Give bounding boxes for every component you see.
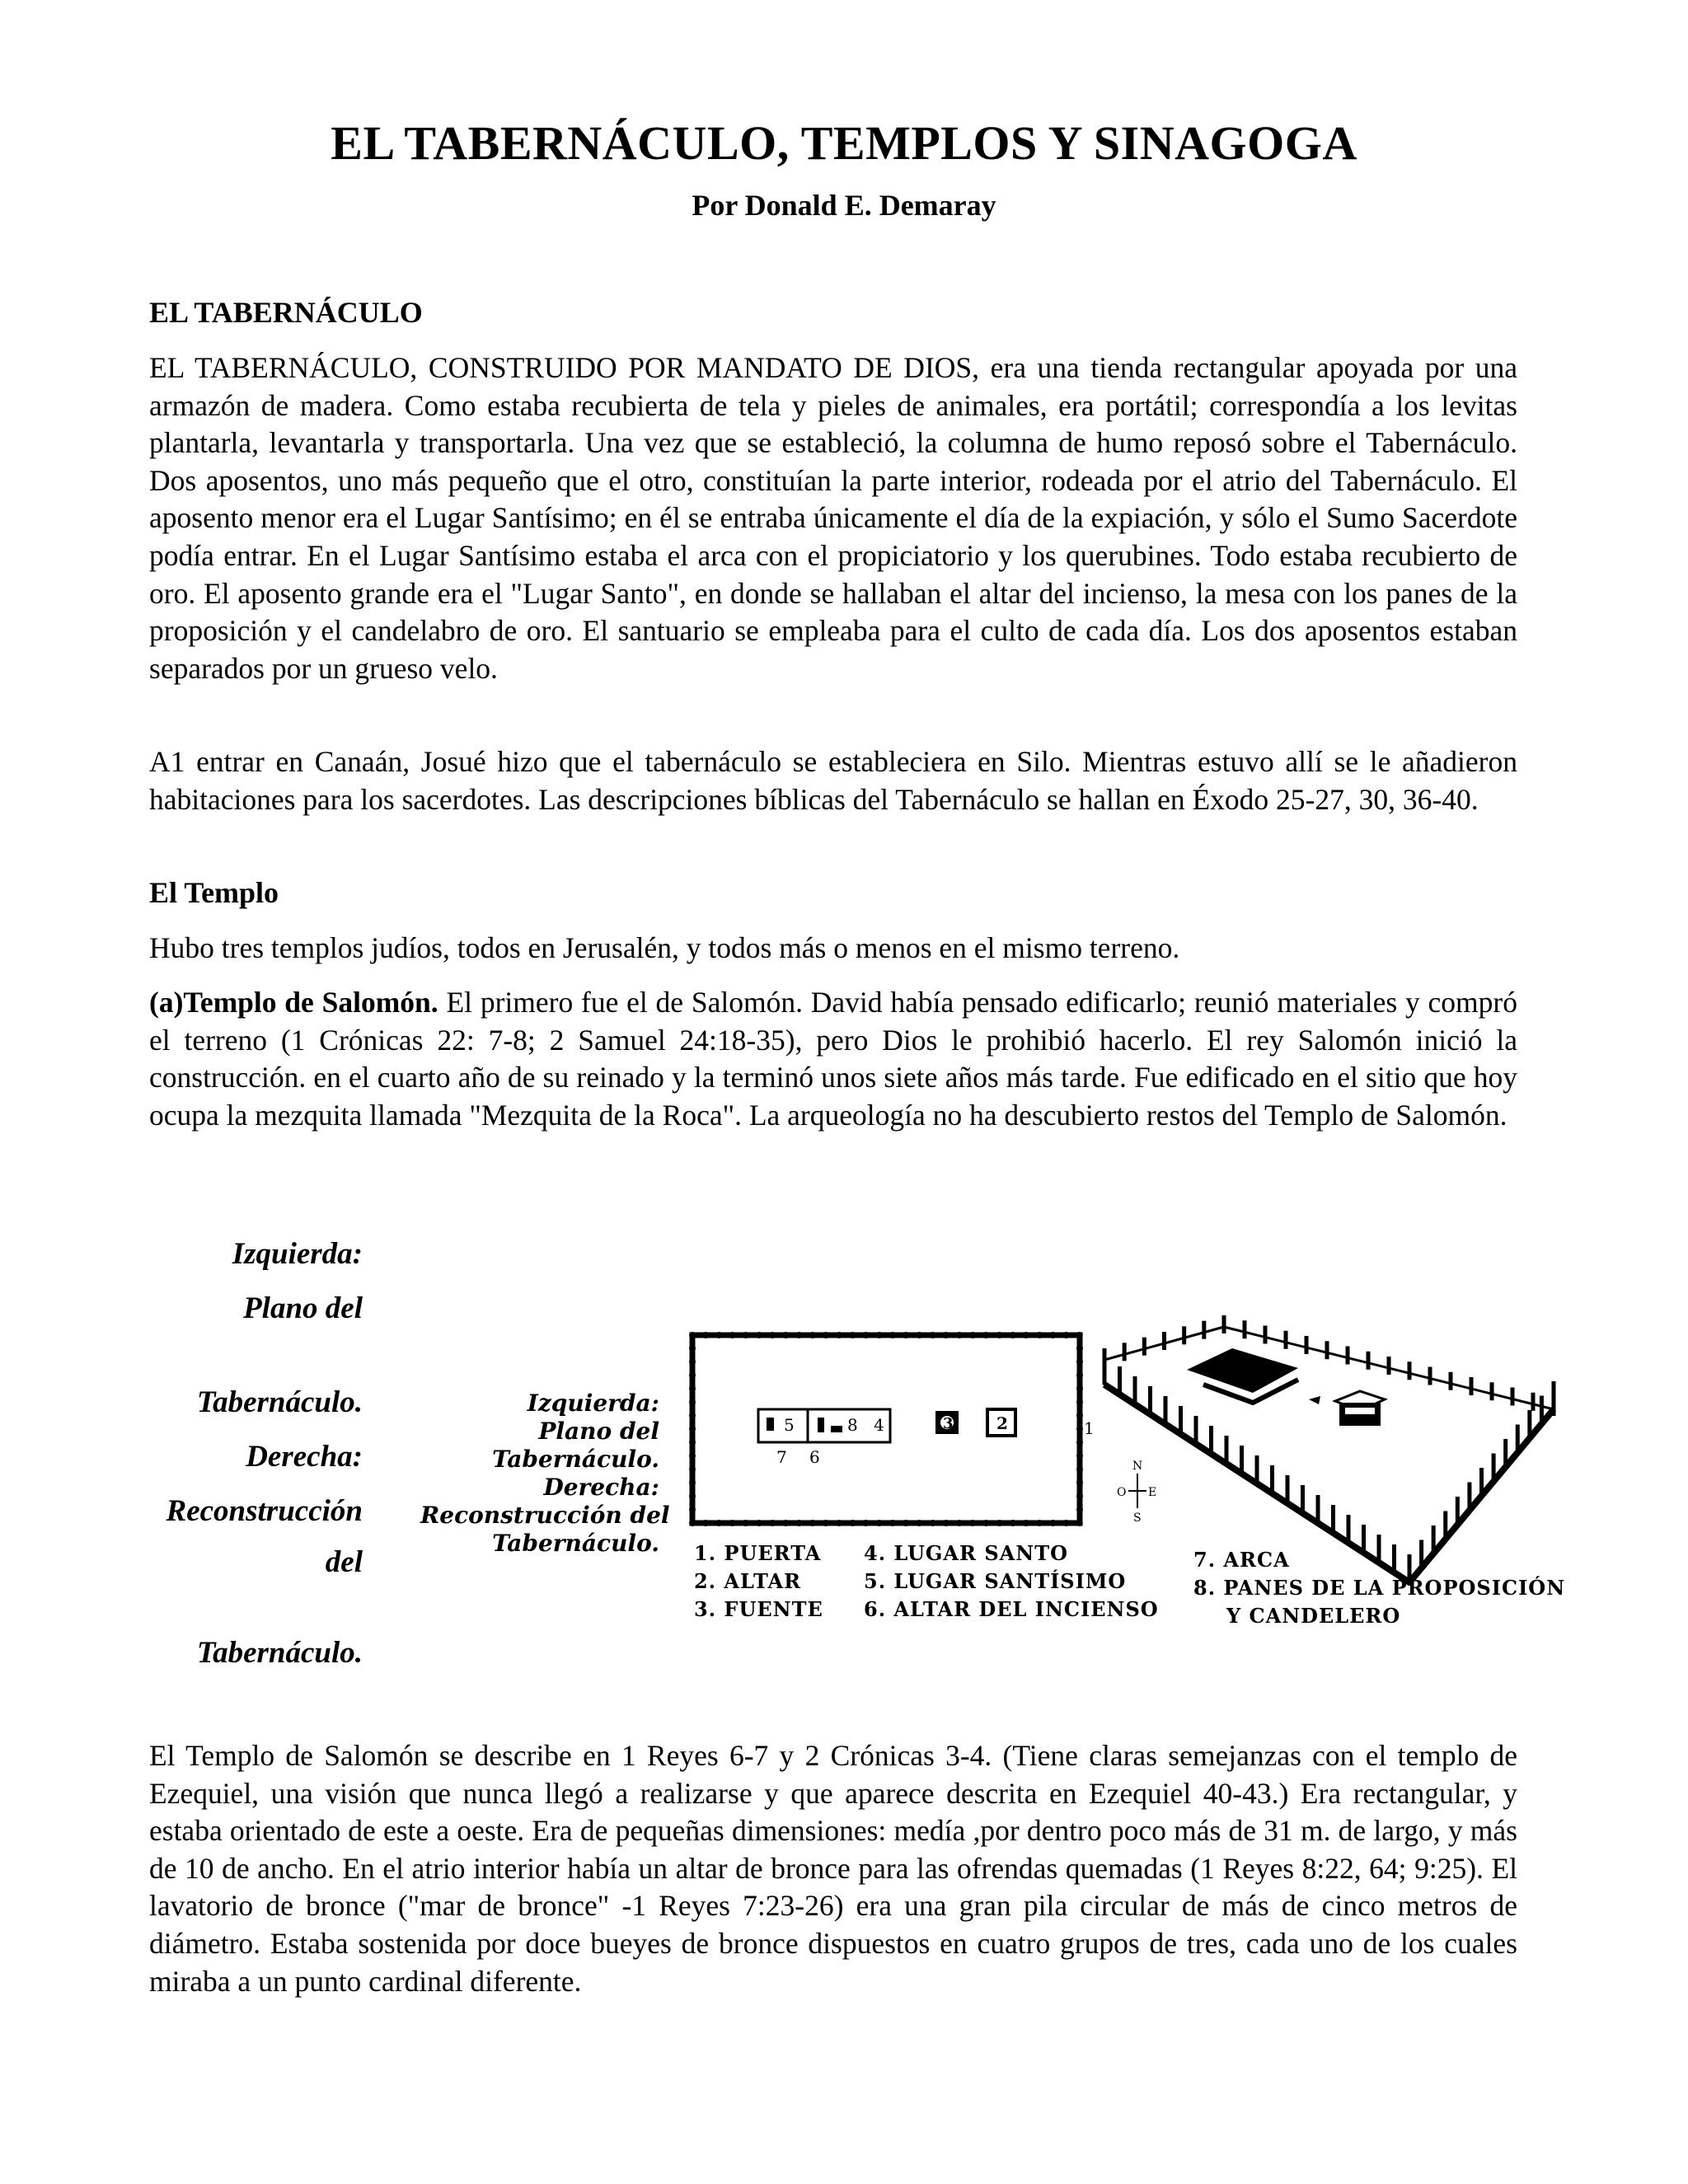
figure-caption-left bbox=[124, 1236, 363, 1670]
section-heading-templo: El Templo bbox=[149, 876, 279, 909]
plan-court-posts bbox=[689, 1332, 1083, 1526]
figure-caption-middle bbox=[420, 1390, 670, 1558]
salomon-text: El primero fue el de Salomón. David había pensado edificarlo; reunió materiales y compró el terreno (1 Crónicas 22: 7-8; 2 Samuel 24:18-35), pero Dios le prohibió hacerlo. El rey Salomón inició la construcción. en el cuarto año de su reinado y la terminó unos siete años más tarde. Fue edificado en el sitio que hoy ocupa la mezquita llamada "Mezquita de la Roca". La arqueología no ha descubierto restos del Templo de Salomón. bbox=[149, 986, 1517, 1132]
legend-column-1 bbox=[694, 1540, 823, 1624]
reconstruction-altar bbox=[1335, 1391, 1385, 1426]
plan-number-6: 6 bbox=[809, 1447, 820, 1467]
legend-item: 3. FUENTE bbox=[694, 1597, 823, 1621]
reconstruction-court-outline bbox=[1104, 1327, 1554, 1582]
legend-item: 8. PANES DE LA PROPOSICIÓN bbox=[1193, 1576, 1566, 1600]
plan-number-5: 5 bbox=[784, 1415, 795, 1435]
reconstruction-fence-posts bbox=[1104, 1315, 1554, 1582]
ark-mark bbox=[767, 1418, 774, 1431]
legend-item: 4. LUGAR SANTO bbox=[864, 1541, 1068, 1565]
plan-number-7: 7 bbox=[776, 1447, 787, 1467]
reconstruction-tent bbox=[1187, 1348, 1298, 1403]
section-heading-tabernaculo: EL TABERNÁCULO bbox=[149, 296, 423, 329]
paragraph-templo-intro: Hubo tres templos judíos, todos en Jerusalén, y todos más o menos en el mismo terreno. bbox=[149, 931, 1180, 964]
paragraph-tabernaculo-2: A1 entrar en Canaán, Josué hizo que el tabernáculo se estableciera en Silo. Mientras estuvo allí se le añadieron habitaciones para los sacerdotes. Las descripciones bíblicas del Tabernáculo se hallan en Éxodo 25-27, 30, 36-40. bbox=[149, 745, 1517, 816]
caption-mid-line: Izquierda: bbox=[527, 1390, 659, 1417]
compass-south-label: S bbox=[1133, 1511, 1142, 1525]
caption-left-line: Tabernáculo. bbox=[196, 1636, 363, 1670]
legend-column-2 bbox=[864, 1540, 1159, 1624]
caption-mid-line: Tabernáculo. bbox=[492, 1530, 659, 1557]
document-title: EL TABERNÁCULO, TEMPLOS Y SINAGOGA bbox=[331, 116, 1357, 170]
caption-left-line: Tabernáculo. bbox=[196, 1385, 363, 1419]
legend-item: Y CANDELERO bbox=[1226, 1604, 1401, 1628]
legend-item: 5. LUGAR SANTÍSIMO bbox=[864, 1569, 1127, 1593]
legend-item: 2. ALTAR bbox=[694, 1569, 802, 1593]
paragraph-templo-descripcion: El Templo de Salomón se describe en 1 Reyes 6-7 y 2 Crónicas 3-4. (Tiene claras semejanzas con el templo de Ezequiel, una visión que nunca llegó a realizarse y que aparece descrita en Ezequiel 40-43.) Era rectangular, y estaba orientado de este a oeste. Era de pequeñas dimensiones: medía ,por dentro poco más de 31 m. de largo, y más de 10 de ancho. En el atrio interior había un altar de bronce para las ofrendas quemadas (1 Reyes 8:22, 64; 9:25). El lavatorio de bronce ("mar de bronce" -1 Reyes 7:23-26) era una gran pila circular de más de cinco metros de diámetro. Estaba sostenida por doce bueyes de bronce dispuestos en cuatro grupos de tres, cada uno de los cuales miraba a un punto cardinal diferente. bbox=[149, 1739, 1517, 1998]
legend-item: 6. ALTAR DEL INCIENSO bbox=[864, 1597, 1159, 1621]
salomon-label: (a)Templo de Salomón. bbox=[149, 986, 438, 1019]
plan-number-3: 3 bbox=[943, 1415, 954, 1432]
document-author: Por Donald E. Demaray bbox=[692, 189, 996, 222]
compass-north-label: N bbox=[1132, 1460, 1143, 1473]
plan-court-outline bbox=[692, 1335, 1080, 1523]
compass-east-label: E bbox=[1148, 1486, 1157, 1499]
caption-mid-line: Plano del bbox=[538, 1418, 659, 1445]
plan-number-8: 8 bbox=[847, 1415, 858, 1435]
paragraph-tabernaculo-1: EL TABERNÁCULO, CONSTRUIDO POR MANDATO DE DIOS, era una tienda rectangular apoyada por una armazón de madera. Como estaba recubierta de tela y pieles de animales, era portátil; correspondía a los levitas plantarla, levantarla y transportarla. Una vez que se estableció, la columna de humo reposó sobre el Tabernáculo. Dos aposentos, uno más pequeño que el otro, constituían la parte interior, rodeada por el atrio del Tabernáculo. El aposento menor era el Lugar Santísimo; en él se entraba únicamente el día de la expiación, y sólo el Sumo Sacerdote podía entrar. En el Lugar Santísimo estaba el arca con el propiciatorio y los querubines. Todo estaba recubierto de oro. El aposento grande era el "Lugar Santo", en donde se hallaban el altar del incienso, la mesa con los panes de la proposición y el candelabro de oro. El santuario se empleaba para el culto de cada día. Los dos aposentos estaban separados por un grueso velo. bbox=[149, 351, 1517, 685]
caption-left-line: Reconstrucción bbox=[166, 1494, 363, 1528]
tabernacle-plan-diagram bbox=[684, 1319, 1096, 1533]
legend-item: 7. ARCA bbox=[1193, 1548, 1290, 1572]
table-mark bbox=[831, 1426, 842, 1432]
caption-mid-line: Reconstrucción del bbox=[420, 1502, 670, 1529]
legend-column-3 bbox=[1193, 1546, 1565, 1630]
plan-number-2: 2 bbox=[996, 1413, 1008, 1433]
compass-west-label: O bbox=[1117, 1486, 1127, 1499]
caption-mid-line: Derecha: bbox=[543, 1474, 659, 1501]
reconstruction-laver bbox=[1309, 1396, 1320, 1404]
legend-item: 1. PUERTA bbox=[694, 1541, 822, 1565]
caption-mid-line: Tabernáculo. bbox=[492, 1446, 659, 1473]
plan-number-4: 4 bbox=[874, 1415, 884, 1435]
caption-left-line: del bbox=[325, 1545, 363, 1579]
paragraph-templo-salomon bbox=[149, 984, 1517, 1134]
plan-sanctuary bbox=[758, 1409, 890, 1442]
caption-left-line: Izquierda: bbox=[232, 1237, 363, 1271]
incense-altar-mark bbox=[818, 1418, 824, 1432]
caption-left-line: Plano del bbox=[243, 1291, 363, 1325]
plan-number-1: 1 bbox=[1084, 1418, 1095, 1438]
caption-left-line: Derecha: bbox=[246, 1440, 363, 1474]
